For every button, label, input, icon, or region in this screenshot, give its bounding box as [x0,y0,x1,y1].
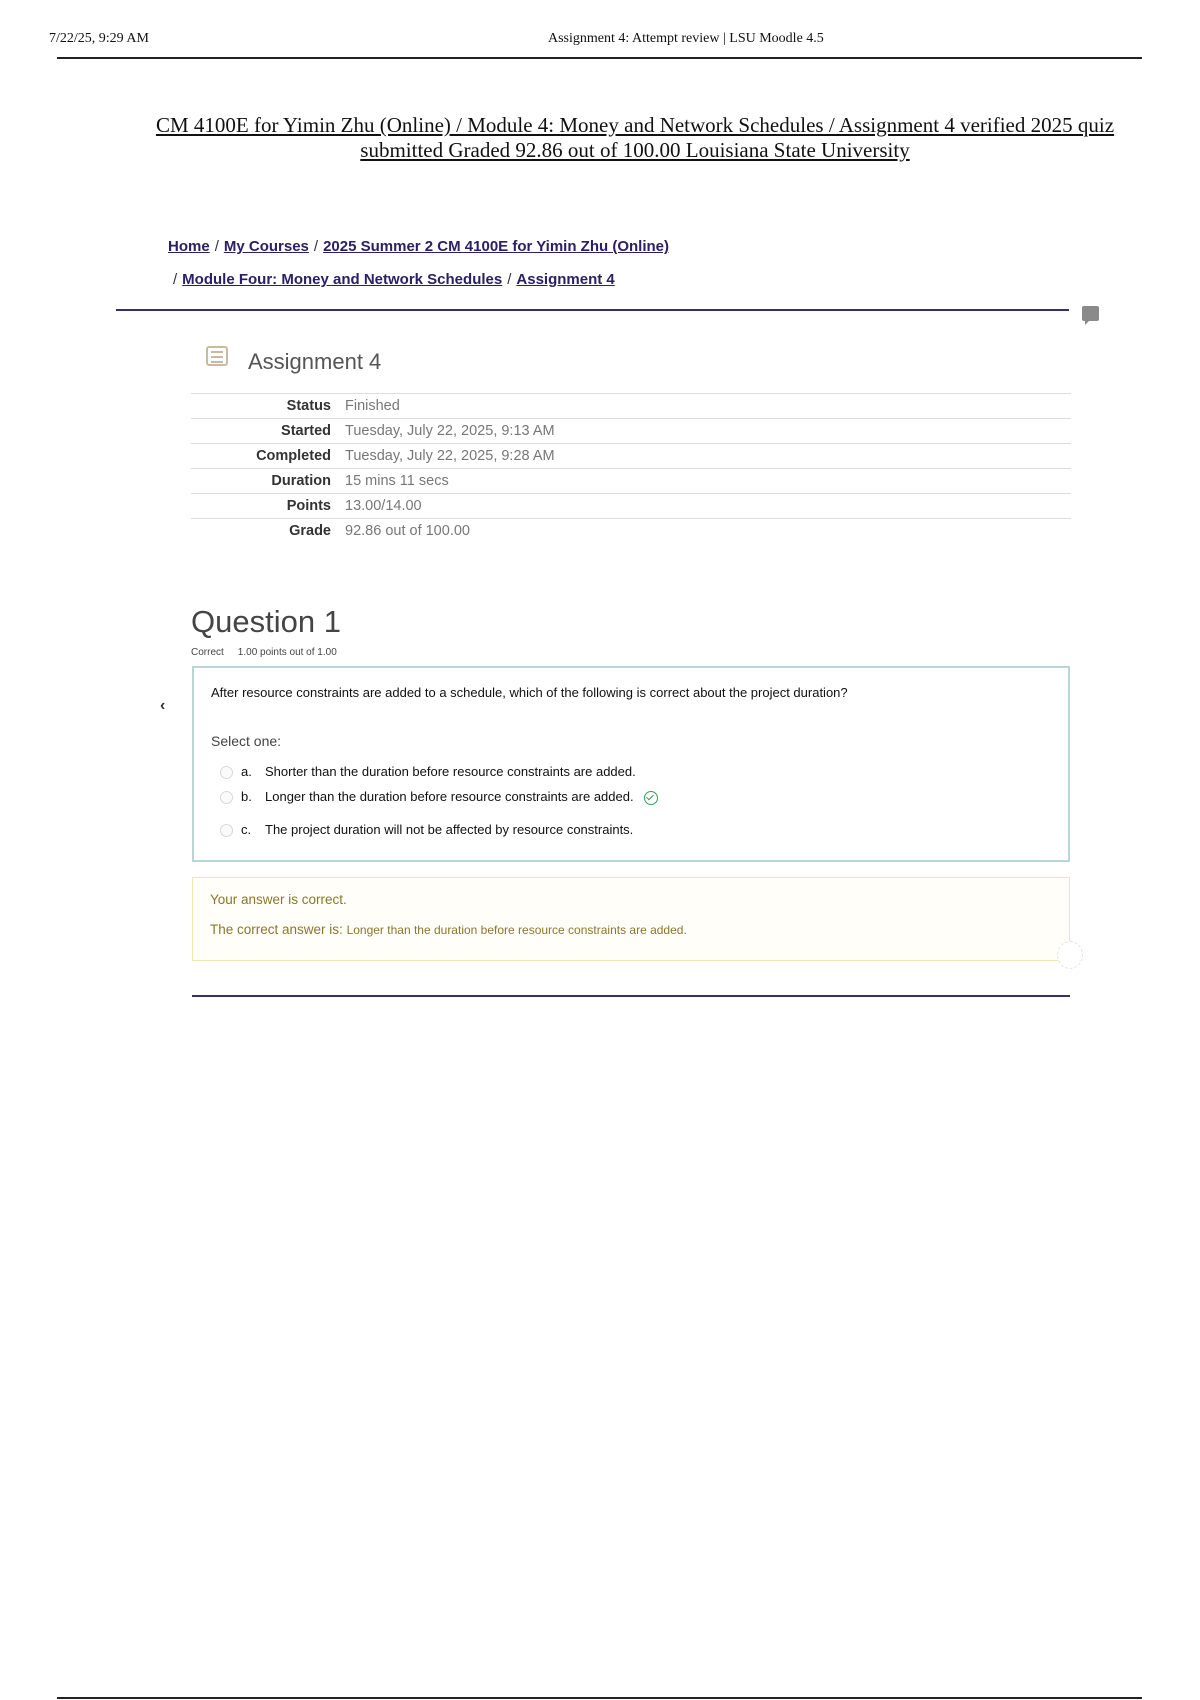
breadcrumb-separator: / [313,238,319,255]
summary-row-status [191,394,1071,419]
feedback-result: Your answer is correct. [210,892,347,907]
question-points: 1.00 points out of 1.00 [237,647,337,658]
option-text: Shorter than the duration before resource constraints are added. [265,764,636,779]
breadcrumb-course[interactable]: 2025 Summer 2 CM 4100E for Yimin Zhu (Online) [323,238,669,255]
option-text: The project duration will not be affected by resource constraints. [265,822,634,837]
breadcrumb-separator: / [214,238,219,255]
correct-answer-text: Longer than the duration before resource constraints are added. [346,923,687,937]
option-letter: c. [241,822,252,837]
option-letter: b. [241,789,252,804]
question-info [191,647,337,658]
summary-label: Completed [256,448,331,464]
radio-button[interactable] [220,791,233,804]
feedback-correct-answer [210,922,687,937]
chevron-left-icon[interactable]: ‹ [160,697,166,714]
question-state: Correct [191,647,224,658]
summary-row-grade [191,519,1071,544]
breadcrumb-my-courses[interactable]: My Courses [223,238,309,255]
summary-value: 15 mins 11 secs [345,473,449,489]
feedback-box [192,877,1070,961]
radio-button[interactable] [220,766,233,779]
summary-value: Tuesday, July 22, 2025, 9:13 AM [345,423,555,439]
message-drawer-icon[interactable] [1082,306,1099,321]
breadcrumb-separator: / [173,271,178,288]
breadcrumb-module[interactable]: Module Four: Money and Network Schedules [182,271,503,288]
radio-button[interactable] [220,824,233,837]
answer-option-b[interactable] [220,789,658,809]
answer-option-a[interactable] [220,764,636,784]
summary-value: Tuesday, July 22, 2025, 9:28 AM [345,448,555,464]
answer-option-c[interactable] [220,822,633,842]
footer-divider [57,1697,1142,1699]
select-one-prompt: Select one: [211,733,282,749]
option-letter: a. [241,764,252,779]
summary-label: Points [286,498,331,514]
activity-title: Assignment 4 [248,349,382,374]
breadcrumb [168,230,928,296]
flag-question-icon[interactable] [1057,941,1083,969]
question-end-divider [192,995,1070,997]
document-title: CM 4100E for Yimin Zhu (Online) / Module 4: Money and Network Schedules / Assignment 4 verified 2025 quiz submitted Graded 92.86 out of 100.00 Louisiana State University [155,113,1115,162]
print-page-title: Assignment 4: Attempt review | LSU Moodle 4.5 [548,31,824,46]
summary-row-completed [191,444,1071,469]
header-divider [57,57,1142,59]
correct-answer-label: The correct answer is: [210,922,343,937]
attempt-summary-table [191,393,1071,543]
breadcrumb-separator: / [507,271,512,288]
breadcrumb-assignment[interactable]: Assignment 4 [516,271,615,288]
summary-row-points [191,494,1071,519]
summary-row-started [191,419,1071,444]
nav-divider [116,309,1069,311]
summary-value: 92.86 out of 100.00 [345,523,470,539]
question-title: Question 1 [191,604,341,639]
summary-value: Finished [345,398,400,414]
question-box [192,666,1070,862]
summary-label: Started [281,423,331,439]
question-text: After resource constraints are added to a schedule, which of the following is correct about the project duration? [211,685,848,700]
option-text: Longer than the duration before resource constraints are added. [265,789,634,804]
summary-label: Status [286,398,331,414]
print-header [0,0,1200,58]
summary-row-duration [191,469,1071,494]
quiz-icon [206,346,228,366]
check-circle-icon [644,791,658,805]
print-date: 7/22/25, 9:29 AM [49,31,149,46]
summary-label: Grade [289,523,331,539]
summary-label: Duration [271,473,331,489]
breadcrumb-home[interactable]: Home [168,238,210,255]
summary-value: 13.00/14.00 [345,498,422,514]
